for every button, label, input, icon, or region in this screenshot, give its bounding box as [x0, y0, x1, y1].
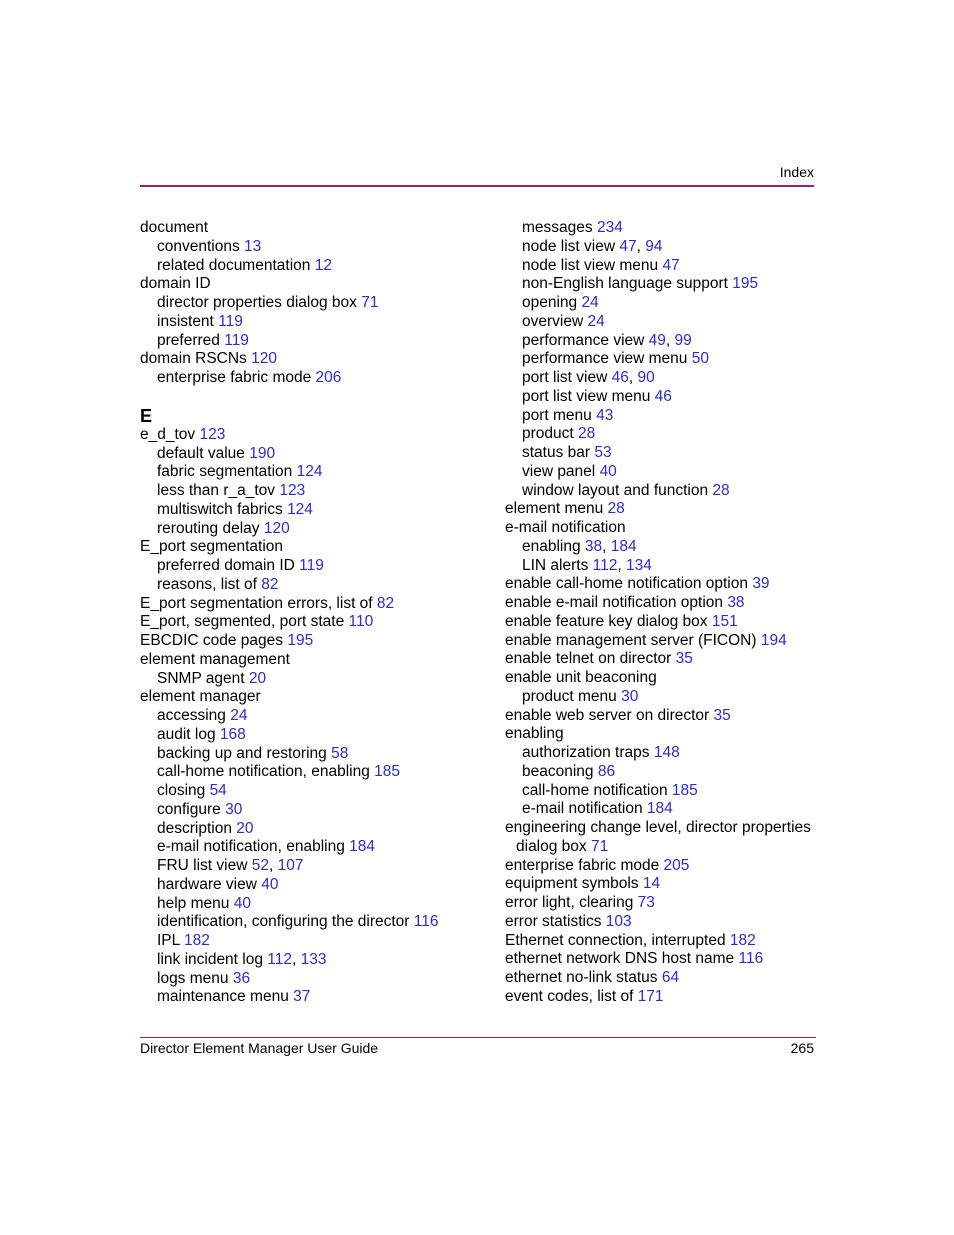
page-link[interactable]: 194 [760, 631, 787, 649]
page-link[interactable]: 190 [249, 444, 276, 462]
index-entry [505, 294, 815, 313]
page-link[interactable]: 24 [587, 312, 605, 330]
index-entry [140, 350, 470, 369]
page-link[interactable]: 184 [610, 537, 637, 555]
index-entry [140, 613, 470, 632]
footer-rule [140, 1037, 816, 1038]
index-entry [140, 876, 470, 895]
index-entry [140, 801, 470, 820]
index-term: identification, configuring the director [157, 913, 410, 931]
index-entry [505, 350, 815, 369]
index-term: port list view [522, 369, 608, 386]
index-term: rerouting delay [157, 519, 260, 537]
page-link[interactable]: 54 [209, 782, 227, 799]
index-term: port menu [522, 406, 592, 424]
page-link[interactable]: 24 [230, 707, 248, 724]
index-term: port list view menu [522, 387, 651, 405]
index-term: IPL [157, 932, 180, 949]
page-link[interactable]: 123 [279, 482, 306, 499]
page-link[interactable]: 182 [729, 931, 756, 949]
page-link[interactable]: 94 [645, 237, 663, 255]
page-link[interactable]: 120 [251, 350, 277, 368]
index-term: default value [157, 444, 245, 462]
page-link[interactable]: 14 [642, 875, 661, 893]
index-term: enterprise fabric mode [505, 856, 660, 874]
page-link[interactable]: 120 [263, 519, 290, 537]
index-term: FRU list view [157, 857, 248, 874]
page-link[interactable]: 36 [232, 969, 251, 987]
page-link[interactable]: 30 [621, 687, 639, 705]
page-link[interactable]: 184 [646, 800, 673, 818]
page-link[interactable]: 123 [199, 425, 226, 443]
index-term: E_port segmentation errors, list of [140, 594, 373, 612]
page-link[interactable]: 99 [674, 331, 692, 349]
page-link[interactable]: 46 [654, 387, 672, 405]
page-link[interactable]: 185 [374, 763, 401, 781]
index-term: EBCDIC code pages [140, 632, 284, 649]
section-letter: E [140, 405, 153, 426]
header-title: Index [779, 164, 814, 180]
index-term: window layout and function [522, 481, 709, 499]
index-entry [140, 745, 470, 764]
index-term: overview [522, 312, 584, 330]
index-entry [505, 969, 815, 988]
index-entry [505, 875, 815, 894]
index-term: event codes, list of [505, 987, 634, 1005]
page-link[interactable]: 205 [663, 856, 690, 874]
index-entry [505, 894, 815, 913]
page-link[interactable]: 171 [637, 987, 664, 1005]
index-term: messages [522, 219, 593, 236]
index-term: maintenance menu [157, 988, 289, 1006]
index-term: ethernet no-link status [505, 969, 658, 986]
index-entry [140, 369, 470, 388]
page-link[interactable]: 82 [261, 575, 279, 593]
index-entry [505, 275, 815, 294]
page-link[interactable]: 82 [376, 594, 395, 612]
index-entry: link incident log 112, 133 [157, 950, 327, 968]
index-entry [140, 520, 470, 539]
index-term: document [140, 219, 209, 236]
index-term: link incident log [157, 950, 263, 968]
index-term: node list view menu [522, 256, 659, 274]
page-link[interactable]: 50 [691, 350, 709, 368]
page-link[interactable]: 71 [361, 294, 379, 311]
index-term: backing up and restoring [157, 744, 327, 762]
index-entry [140, 557, 470, 576]
page-link[interactable]: 206 [315, 369, 342, 386]
index-term: less than r_a_tov [157, 482, 276, 499]
page-link[interactable]: 90 [637, 369, 655, 386]
index-term: element menu [505, 500, 604, 518]
index-entry [505, 482, 815, 501]
index-term: call-home notification [522, 781, 668, 799]
index-entry [505, 932, 815, 951]
page-link[interactable]: 28 [607, 500, 625, 518]
index-entry: node list view 47, 94 [522, 237, 663, 255]
index-entry [140, 970, 470, 989]
index-entry [140, 988, 470, 1007]
page-link[interactable]: 73 [637, 894, 655, 911]
index-term: e-mail notification [522, 800, 643, 818]
index-entry [505, 838, 815, 857]
index-term: enterprise fabric mode [157, 369, 312, 386]
page-link[interactable]: 38 [727, 594, 745, 611]
index-term: closing [157, 782, 206, 799]
page-link[interactable]: 30 [225, 800, 243, 818]
page-link[interactable]: 40 [261, 875, 279, 893]
index-term: engineering change level, director properties [505, 819, 811, 836]
index-entry [505, 388, 815, 407]
index-term: call-home notification, enabling [157, 763, 370, 781]
header-rule [140, 185, 814, 187]
page-link[interactable]: 53 [594, 444, 612, 461]
page-link[interactable]: 35 [675, 650, 693, 668]
index-entry [505, 988, 815, 1007]
index-term: help menu [157, 894, 230, 912]
index-term: enable telnet on director [505, 650, 672, 668]
index-entry [140, 595, 470, 614]
index-term: status bar [522, 444, 591, 461]
index-entry [140, 576, 470, 595]
index-entry [140, 651, 470, 670]
index-entry [140, 726, 470, 745]
page-link[interactable]: 151 [711, 612, 738, 630]
index-term: preferred [157, 331, 220, 349]
page-link[interactable]: 38 [584, 537, 603, 555]
index-entry: LIN alerts 112, 134 [522, 556, 652, 574]
page-link[interactable]: 112 [592, 556, 618, 574]
page-link[interactable]: 86 [597, 762, 616, 780]
page-link[interactable]: 124 [296, 463, 323, 481]
index-entry [140, 895, 470, 914]
index-term: preferred domain ID [157, 557, 295, 574]
index-entry [505, 519, 815, 538]
index-column-right [505, 219, 815, 1007]
page-link[interactable]: 47 [619, 237, 637, 255]
page-link[interactable]: 40 [599, 462, 617, 480]
index-term: ethernet network DNS host name [505, 950, 735, 968]
index-entry [140, 632, 470, 651]
index-entry [505, 632, 815, 651]
index-entry [140, 501, 470, 520]
index-term: enable unit beaconing [505, 669, 657, 686]
page-link[interactable]: 58 [331, 744, 349, 762]
index-entry [140, 670, 470, 689]
page-link[interactable]: 37 [293, 988, 311, 1006]
index-term: fabric segmentation [157, 463, 293, 481]
index-entry [505, 782, 815, 801]
index-term: error statistics [505, 912, 602, 930]
index-term: product menu [522, 687, 617, 705]
page-link[interactable]: 148 [653, 744, 680, 761]
page-link[interactable]: 107 [277, 857, 304, 874]
page-link[interactable]: 119 [299, 557, 324, 574]
page-link[interactable]: 28 [578, 425, 596, 443]
index-term: E_port, segmented, port state [140, 613, 345, 631]
index-entry [140, 445, 470, 464]
index-entry [505, 613, 815, 632]
index-entry [505, 425, 815, 444]
index-entry [505, 575, 815, 594]
page-link[interactable]: 47 [662, 256, 680, 274]
index-entry [140, 482, 470, 501]
index-term: element management [140, 650, 290, 668]
index-term: Ethernet connection, interrupted [505, 931, 726, 949]
index-term: node list view [522, 237, 616, 255]
index-term: e-mail notification, enabling [157, 838, 345, 856]
page-link[interactable]: 35 [713, 706, 731, 724]
index-term: reasons, list of [157, 575, 257, 593]
index-entry [140, 913, 470, 932]
index-term: view panel [522, 462, 596, 480]
index-term: e_d_tov [140, 425, 196, 443]
index-entry [505, 763, 815, 782]
index-term: product [522, 425, 574, 443]
index-entry [505, 463, 815, 482]
index-term: enable feature key dialog box [505, 612, 708, 630]
index-entry [505, 857, 815, 876]
index-term: LIN alerts [522, 556, 589, 574]
index-entry [140, 275, 470, 294]
index-term: performance view menu [522, 350, 688, 368]
index-entry [505, 688, 815, 707]
index-entry [140, 463, 470, 482]
page-link[interactable]: 64 [661, 969, 680, 986]
index-term: audit log [157, 725, 216, 743]
index-term: enabling [505, 725, 564, 743]
index-term: E_port segmentation [140, 538, 284, 556]
index-term: multiswitch fabrics [157, 500, 283, 518]
page-link[interactable]: 39 [752, 575, 770, 593]
page-link[interactable]: 116 [413, 913, 439, 931]
page-link[interactable]: 184 [349, 838, 376, 856]
index-entry [505, 407, 815, 426]
index-term: domain ID [140, 275, 211, 293]
page-link[interactable]: 110 [348, 613, 374, 631]
index-entry [140, 294, 470, 313]
index-term: configure [157, 800, 221, 818]
index-entry [140, 332, 470, 351]
index-term: authorization traps [522, 744, 650, 761]
index-term: conventions [157, 237, 240, 255]
page-link[interactable]: 234 [596, 219, 623, 236]
page-link[interactable]: 46 [611, 369, 629, 386]
index-entry [505, 500, 815, 519]
page-link[interactable]: 71 [590, 837, 609, 855]
index-term: hardware view [157, 875, 257, 893]
page-link[interactable]: 12 [314, 256, 332, 274]
index-term: insistent [157, 312, 214, 330]
page-link[interactable]: 49 [648, 331, 666, 349]
page-link[interactable]: 168 [219, 725, 246, 743]
index-term: SNMP agent [157, 669, 245, 687]
index-entry [140, 707, 470, 726]
index-entry [505, 219, 815, 238]
page-link[interactable]: 116 [738, 950, 764, 968]
page-link[interactable]: 134 [626, 556, 652, 574]
index-term: enable call-home notification option [505, 575, 748, 593]
index-term: dialog box [516, 837, 587, 855]
page-link[interactable]: 195 [287, 632, 314, 649]
index-entry [140, 257, 470, 276]
index-entry [140, 932, 470, 951]
index-entry [505, 707, 815, 726]
index-entry [140, 219, 470, 238]
index-entry [505, 257, 815, 276]
index-term: related documentation [157, 256, 311, 274]
index-entry [505, 650, 815, 669]
index-entry [140, 782, 470, 801]
page-link[interactable]: 20 [248, 669, 267, 687]
index-entry [140, 313, 470, 332]
index-entry [505, 950, 815, 969]
page-link[interactable]: 124 [287, 500, 313, 518]
page-link[interactable]: 52 [251, 857, 269, 874]
index-term: element manager [140, 688, 261, 706]
index-term: equipment symbols [505, 875, 639, 893]
index-entry [505, 725, 815, 744]
index-entry [505, 819, 815, 838]
page-number: 265 [790, 1040, 814, 1056]
page-link[interactable]: 119 [224, 331, 249, 349]
index-term: domain RSCNs [140, 350, 247, 368]
index-term: description [157, 819, 232, 837]
page-link[interactable]: 182 [184, 932, 210, 949]
index-entry [505, 313, 815, 332]
index-entry [505, 800, 815, 819]
index-term: enable web server on director [505, 706, 710, 724]
index-entry: enabling 38, 184 [522, 537, 637, 555]
index-term: beaconing [522, 762, 594, 780]
index-entry [505, 444, 815, 463]
page-link[interactable]: 112 [267, 950, 293, 968]
page-link[interactable]: 185 [671, 781, 698, 799]
index-entry [140, 838, 470, 857]
index-entry [505, 744, 815, 763]
index-term: enabling [522, 537, 581, 555]
index-entry [140, 688, 470, 707]
index-term: performance view [522, 331, 645, 349]
index-entry: FRU list view 52, 107 [157, 857, 304, 874]
footer-title: Director Element Manager User Guide [140, 1040, 379, 1056]
index-term: e-mail notification [505, 519, 626, 536]
index-term: logs menu [157, 969, 229, 987]
page-link[interactable]: 20 [236, 819, 254, 837]
index-entry [505, 594, 815, 613]
index-term: director properties dialog box [157, 294, 357, 311]
index-entry [505, 913, 815, 932]
index-entry [505, 669, 815, 688]
index-column-left [140, 219, 470, 1007]
page-link[interactable]: 28 [712, 481, 730, 499]
index-entry [140, 238, 470, 257]
index-term: opening [522, 294, 578, 311]
page-link[interactable]: 40 [233, 894, 251, 912]
index-term: non-English language support [522, 275, 728, 293]
page-link[interactable]: 13 [244, 237, 262, 255]
index-entry: performance view 49, 99 [522, 331, 692, 349]
page-link[interactable]: 43 [596, 406, 614, 424]
index-term: error light, clearing [505, 894, 634, 911]
page-link[interactable]: 195 [732, 275, 759, 293]
page-link[interactable]: 133 [300, 950, 327, 968]
index-entry [140, 820, 470, 839]
index-term: enable e-mail notification option [505, 594, 723, 611]
index-term: accessing [157, 707, 226, 724]
index-entry [140, 426, 470, 445]
page-link[interactable]: 119 [218, 312, 243, 330]
index-entry [140, 538, 470, 557]
index-entry [140, 763, 470, 782]
page-link[interactable]: 24 [581, 294, 599, 311]
page-link[interactable]: 103 [605, 912, 632, 930]
index-entry: port list view 46, 90 [522, 369, 655, 386]
index-term: enable management server (FICON) [505, 631, 757, 649]
